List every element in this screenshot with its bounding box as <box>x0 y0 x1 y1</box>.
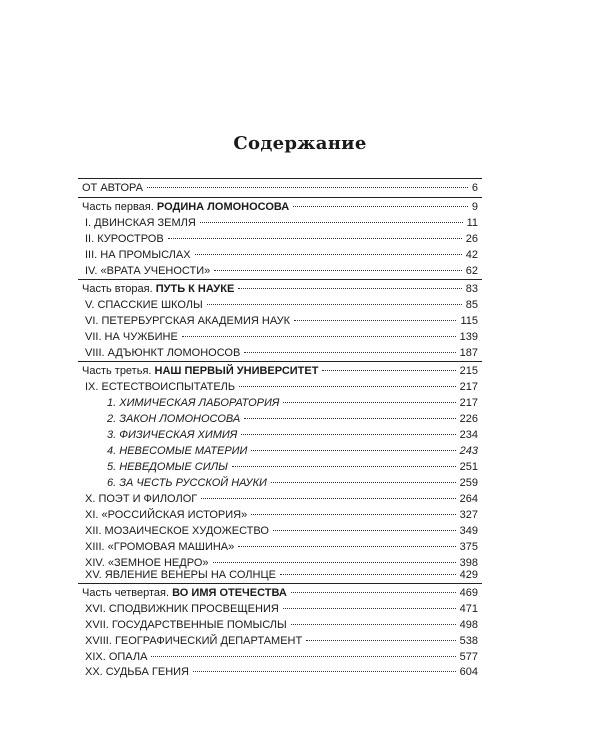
dot-leader <box>322 370 455 371</box>
part-prefix: Часть третья. <box>82 365 152 377</box>
dot-leader <box>244 352 455 353</box>
dot-leader <box>182 336 456 337</box>
toc-entry-label: XI. «РОССИЙСКАЯ ИСТОРИЯ» <box>85 509 248 521</box>
dot-leader <box>238 288 461 289</box>
toc-page-number: 375 <box>459 541 478 553</box>
toc-chapter[interactable] <box>85 216 478 230</box>
toc-chapter[interactable] <box>85 264 478 278</box>
part-title: РОДИНА ЛОМОНОСОВА <box>156 201 290 213</box>
toc-entry-label: XX. СУДЬБА ГЕНИЯ <box>85 666 189 678</box>
part-prefix: Часть первая. <box>82 201 154 213</box>
toc-chapter[interactable] <box>85 665 478 679</box>
toc-page-number: 9 <box>471 201 478 213</box>
toc-part-heading[interactable] <box>82 282 478 296</box>
toc-chapter[interactable] <box>85 380 478 394</box>
toc-entry-label: XIV. «ЗЕМНОЕ НЕДРО» <box>85 557 209 569</box>
toc-entry-label: XIII. «ГРОМОВАЯ МАШИНА» <box>85 541 235 553</box>
toc-chapter[interactable] <box>85 298 478 312</box>
toc-page-number: 226 <box>459 413 478 425</box>
part-prefix: Часть вторая. <box>82 283 153 295</box>
toc-chapter[interactable] <box>85 650 478 664</box>
toc-chapter[interactable] <box>85 524 478 538</box>
toc-subsection[interactable] <box>107 476 478 490</box>
toc-entry-label: II. КУРОСТРОВ <box>85 233 164 245</box>
toc-page-number: 215 <box>459 365 478 377</box>
toc-entry-label: 1. ХИМИЧЕСКАЯ ЛАБОРАТОРИЯ <box>107 397 280 409</box>
toc-chapter[interactable] <box>85 492 478 506</box>
dot-leader <box>283 402 455 403</box>
toc-page-number: 264 <box>459 493 478 505</box>
dot-leader <box>251 450 455 451</box>
toc-chapter[interactable] <box>85 618 478 632</box>
toc-chapter[interactable] <box>85 346 478 360</box>
dot-leader <box>241 434 455 435</box>
toc-page-number: 234 <box>459 429 478 441</box>
dot-leader <box>280 574 456 575</box>
dot-leader <box>151 656 455 657</box>
toc-entry-label: XII. МОЗАИЧЕСКОЕ ХУДОЖЕСТВО <box>85 525 269 537</box>
toc-chapter[interactable] <box>85 540 478 554</box>
toc-part-heading[interactable] <box>82 586 478 600</box>
separator-line <box>78 197 482 198</box>
toc-entry-label: IV. «ВРАТА УЧЕНОСТИ» <box>85 265 211 277</box>
dot-leader <box>213 562 456 563</box>
dot-leader <box>168 238 462 239</box>
dot-leader <box>238 546 455 547</box>
toc-entry-label: 4. НЕВЕСОМЫЕ МАТЕРИИ <box>107 445 248 457</box>
toc-page-number: 577 <box>459 651 478 663</box>
toc-chapter[interactable] <box>85 634 478 648</box>
dot-leader <box>232 466 456 467</box>
dot-leader <box>251 514 455 515</box>
dot-leader <box>244 418 455 419</box>
toc-subsection[interactable] <box>107 396 478 410</box>
dot-leader <box>214 270 461 271</box>
toc-page-number: 83 <box>465 283 478 295</box>
toc-chapter[interactable] <box>85 602 478 616</box>
dot-leader <box>200 222 463 223</box>
toc-page-number: 85 <box>465 299 478 311</box>
toc-page-number: 429 <box>459 569 478 581</box>
toc-subsection[interactable] <box>107 412 478 426</box>
dot-leader <box>201 498 455 499</box>
toc-page-number: 11 <box>466 217 478 229</box>
toc-entry-label: VII. НА ЧУЖБИНЕ <box>85 331 178 343</box>
toc-page-number: 398 <box>459 557 478 569</box>
toc-page-number: 469 <box>459 587 478 599</box>
toc-page-number: 6 <box>471 182 478 194</box>
toc-subsection[interactable] <box>107 444 478 458</box>
dot-leader <box>193 671 456 672</box>
toc-page-number: 251 <box>459 461 478 473</box>
dot-leader <box>283 608 456 609</box>
toc-entry-label: XVII. ГОСУДАРСТВЕННЫЕ ПОМЫСЛЫ <box>85 619 287 631</box>
toc-entry-label: I. ДВИНСКАЯ ЗЕМЛЯ <box>85 217 196 229</box>
toc-entry-label: XIX. ОПАЛА <box>85 651 148 663</box>
separator-line <box>78 583 482 584</box>
toc-page-number: 187 <box>459 347 478 359</box>
toc-page-number: 217 <box>459 397 478 409</box>
page-title: Содержание <box>233 133 367 154</box>
dot-leader <box>306 640 455 641</box>
toc-entry-label: XVIII. ГЕОГРАФИЧЕСКИЙ ДЕПАРТАМЕНТ <box>85 635 303 647</box>
toc-entry-label: VIII. АДЪЮНКТ ЛОМОНОСОВ <box>85 347 241 359</box>
toc-entry-label: XVI. СПОДВИЖНИК ПРОСВЕЩЕНИЯ <box>85 603 279 615</box>
toc-page-number: 349 <box>459 525 478 537</box>
toc-page-number: 259 <box>459 477 478 489</box>
toc-page-number: 327 <box>459 509 478 521</box>
toc-entry-label: 2. ЗАКОН ЛОМОНОСОВА <box>107 413 241 425</box>
part-prefix: Часть четвертая. <box>82 587 170 599</box>
toc-entry-label: ОТ АВТОРА <box>82 182 143 194</box>
toc-page-number: 217 <box>459 381 478 393</box>
toc-page-number: 42 <box>465 249 478 261</box>
dot-leader <box>239 386 456 387</box>
toc-chapter[interactable] <box>85 248 478 262</box>
toc-entry-label: III. НА ПРОМЫСЛАХ <box>85 249 191 261</box>
toc-entry-label: VI. ПЕТЕРБУРГСКАЯ АКАДЕМИЯ НАУК <box>85 315 291 327</box>
dot-leader <box>291 624 456 625</box>
toc-part-heading[interactable] <box>82 364 478 378</box>
part-title: ВО ИМЯ ОТЕЧЕСТВА <box>172 587 287 599</box>
toc-entry-label: XV. ЯВЛЕНИЕ ВЕНЕРЫ НА СОЛНЦЕ <box>85 569 276 581</box>
part-title: НАШ ПЕРВЫЙ УНИВЕРСИТЕТ <box>154 365 319 377</box>
dot-leader <box>207 304 462 305</box>
toc-chapter[interactable] <box>85 568 478 582</box>
toc-entry-label: X. ПОЭТ И ФИЛОЛОГ <box>85 493 198 505</box>
dot-leader <box>294 320 456 321</box>
toc-page-number: 139 <box>459 331 478 343</box>
dot-leader <box>271 482 456 483</box>
toc-chapter[interactable] <box>85 232 478 246</box>
toc-part-heading[interactable] <box>82 200 478 214</box>
dot-leader <box>147 187 468 188</box>
dot-leader <box>273 530 456 531</box>
toc-chapter[interactable] <box>85 314 478 328</box>
separator-line <box>78 361 482 362</box>
separator-line <box>78 279 482 280</box>
toc-entry-label: 3. ФИЗИЧЕСКАЯ ХИМИЯ <box>107 429 238 441</box>
toc-subsection[interactable] <box>107 460 478 474</box>
toc-page-number: 62 <box>465 265 478 277</box>
toc-chapter[interactable] <box>85 508 478 522</box>
separator-line <box>78 178 482 179</box>
toc-page-number: 471 <box>459 603 478 615</box>
toc-entry-author[interactable] <box>82 181 478 195</box>
toc-entry-label: IX. ЕСТЕСТВОИСПЫТАТЕЛЬ <box>85 381 236 393</box>
toc-subsection[interactable] <box>107 428 478 442</box>
dot-leader <box>291 592 456 593</box>
toc-entry-label: V. СПАССКИЕ ШКОЛЫ <box>85 299 203 311</box>
part-title: ПУТЬ К НАУКЕ <box>155 283 235 295</box>
toc-entry-label: 6. ЗА ЧЕСТЬ РУССКОЙ НАУКИ <box>107 477 267 489</box>
toc-page-number: 26 <box>465 233 478 245</box>
toc-page-number: 538 <box>459 635 478 647</box>
toc-page-number: 243 <box>459 445 478 457</box>
toc-page-number: 604 <box>459 666 478 678</box>
toc-page-number: 498 <box>459 619 478 631</box>
toc-entry-label: 5. НЕВЕДОМЫЕ СИЛЫ <box>107 461 228 473</box>
dot-leader <box>293 206 468 207</box>
toc-chapter[interactable] <box>85 330 478 344</box>
toc-page-number: 115 <box>460 315 478 327</box>
dot-leader <box>195 254 462 255</box>
